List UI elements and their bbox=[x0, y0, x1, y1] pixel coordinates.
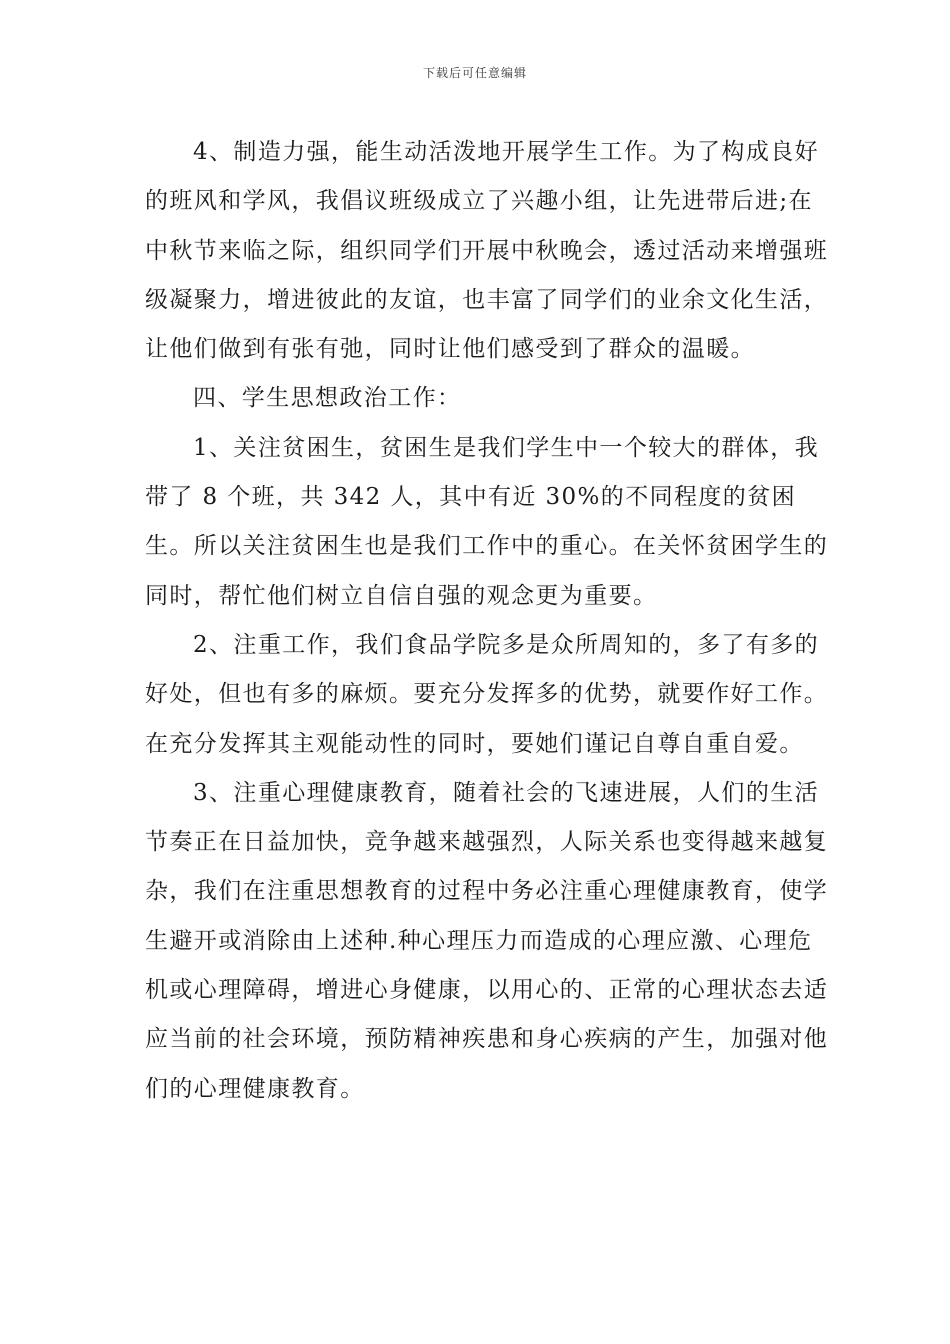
page-header: 下载后可任意编辑 bbox=[422, 66, 527, 80]
paragraph-item-4-creativity: 4、制造力强，能生动活泼地开展学生工作。为了构成良好的班风和学风，我倡议班级成立了兴趣小组，让先进带后进;在中秋节来临之际，组织同学们开展中秋晚会，透过活动来增强班级凝聚力，增进彼此的友谊，也丰富了同学们的业余文化生活，让他们做到有张有弛，同时让他们感受到了群众的温暖。 bbox=[145, 139, 829, 363]
paragraph-item-3-mental-health: 3、注重心理健康教育，随着社会的飞速进展，人们的生活节奏正在日益加快，竞争越来越强烈，人际关系也变得越来越复杂，我们在注重思想教育的过程中务必注重心理健康教育，使学生避开或消除由上述种.种心理压力而造成的心理应激、心理危机或心理障碍，增进心身健康，以用心的、正常的心理状态去适应当前的社会环境，预防精神疾患和身心疾病的产生，加强对他们的心理健康教育。 bbox=[145, 779, 829, 1102]
paragraph-item-1-poor-students: 1、关注贫困生，贫困生是我们学生中一个较大的群体，我带了 8 个班，共 342 人，其中有近 30%的不同程度的贫困生。所以关注贫困生也是我们工作中的重心。在关怀贫困学生的同时，帮忙他们树立自信自强的观念更为重要。 bbox=[145, 434, 829, 609]
section-heading-ideological-work: 四、学生思想政治工作： bbox=[193, 385, 462, 412]
paragraph-item-2-work: 2、注重工作，我们食品学院多是众所周知的，多了有多的好处，但也有多的麻烦。要充分发挥多的优势，就要作好工作。在充分发挥其主观能动性的同时，要她们谨记自尊自重自爱。 bbox=[145, 631, 829, 757]
document-body bbox=[145, 128, 835, 1114]
